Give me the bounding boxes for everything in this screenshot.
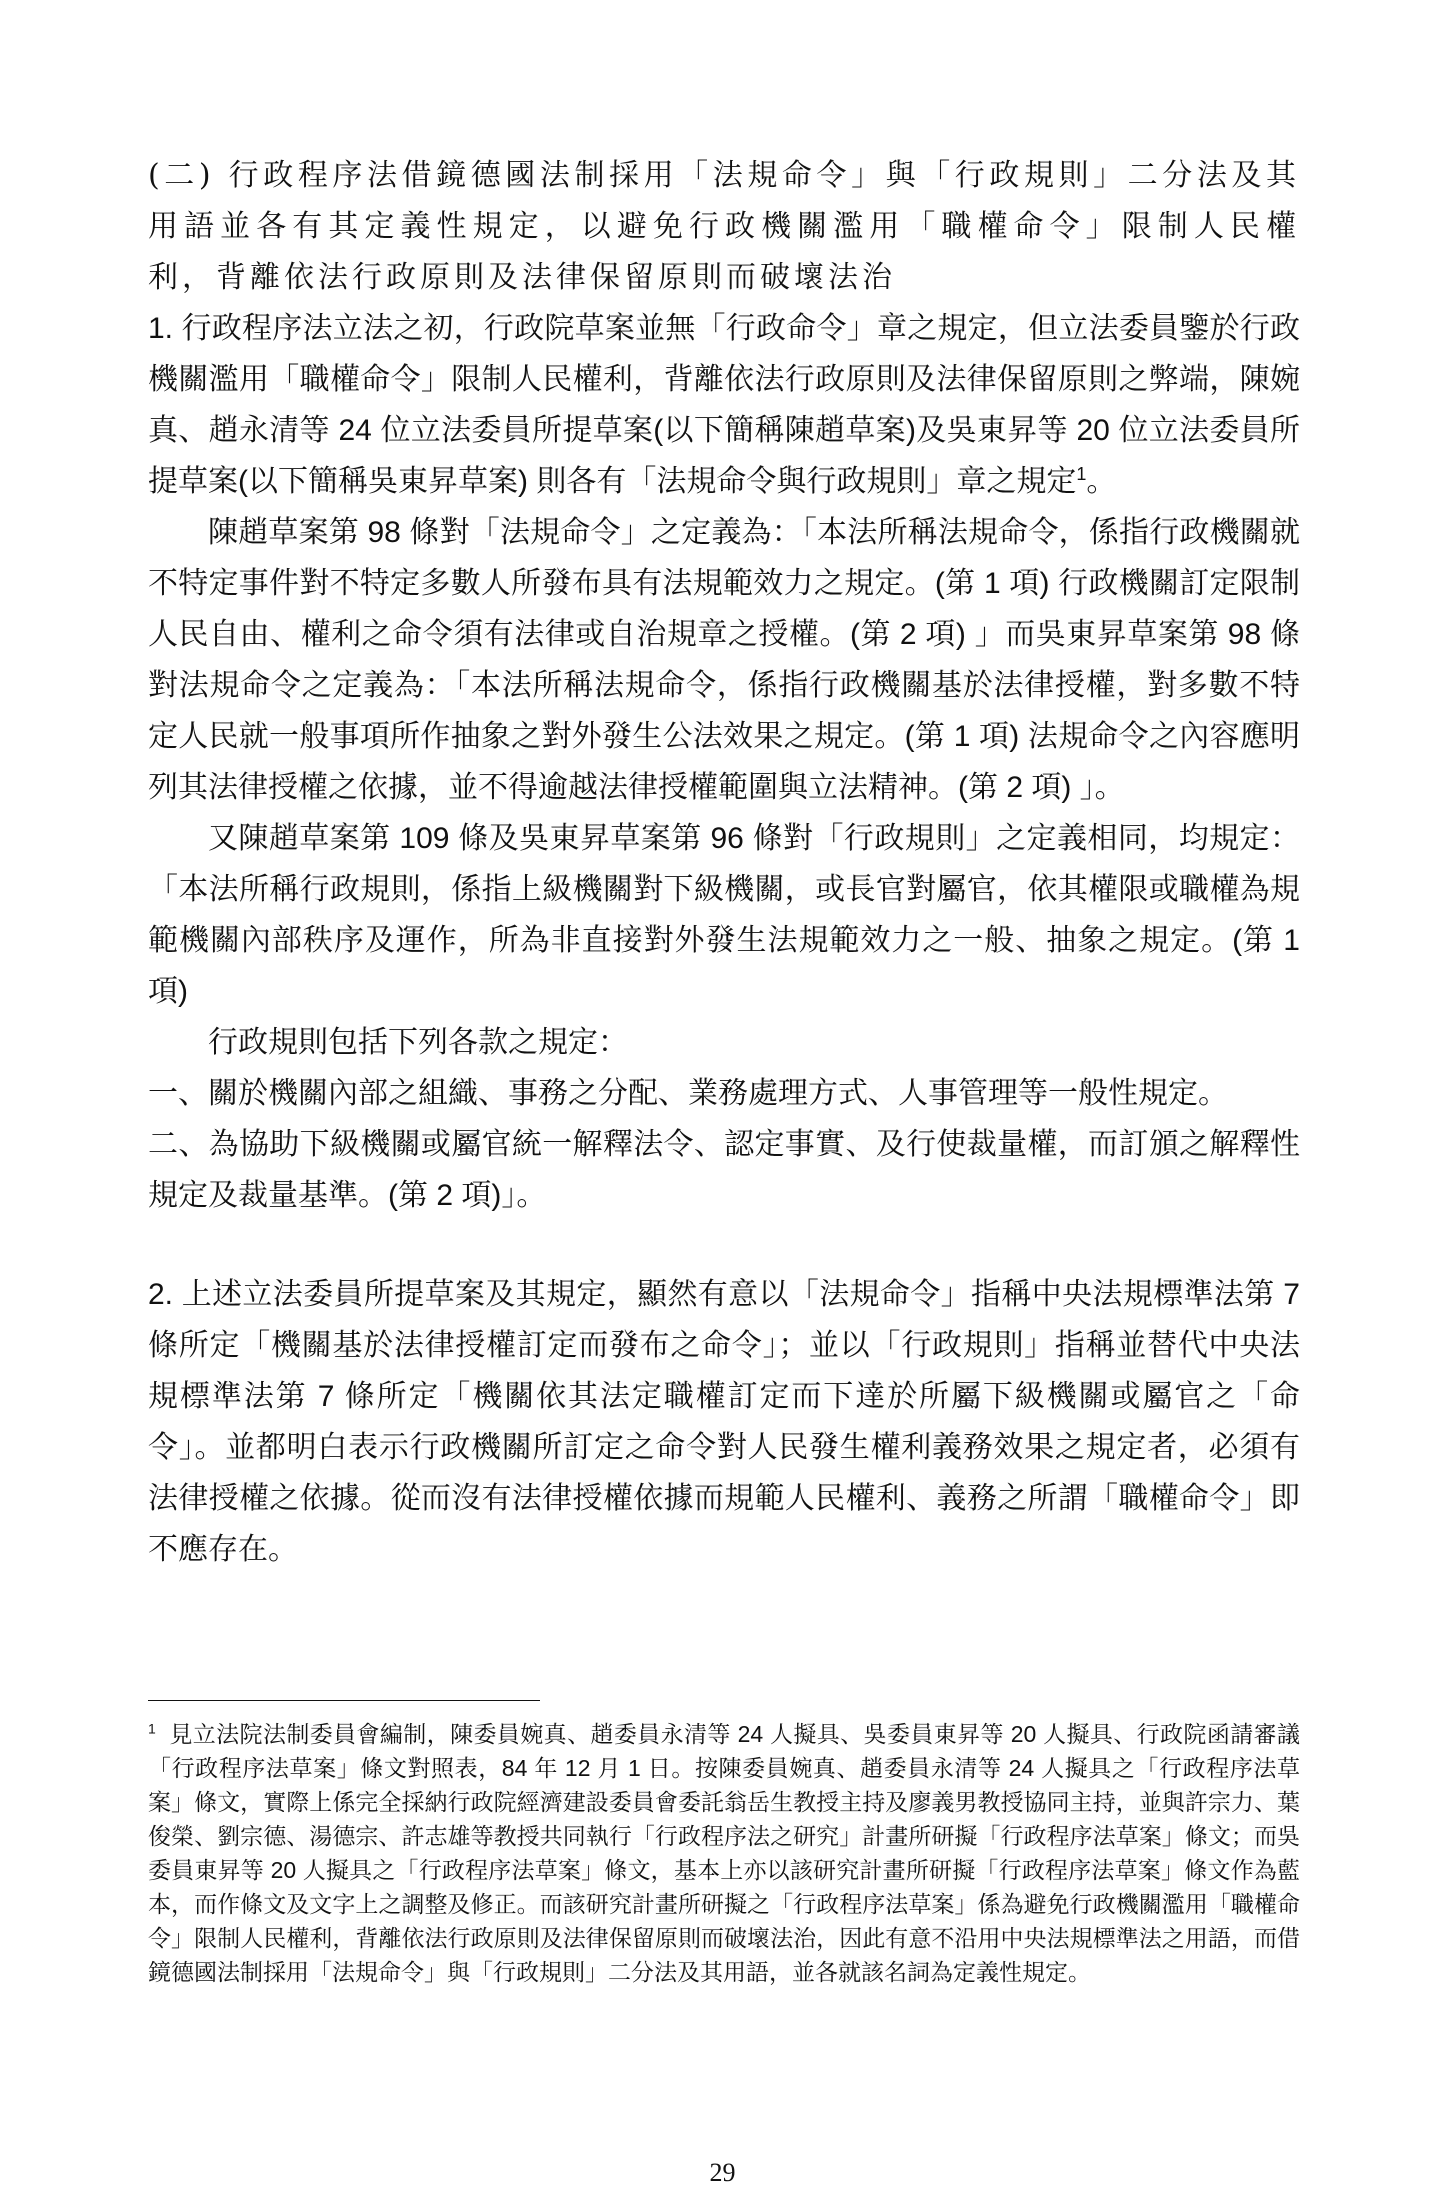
paragraph-2: 陳趙草案第 98 條對「法規命令」之定義為：「本法所稱法規命令，係指行政機關就不特定事件對不特定多數人所發布具有法規範效力之規定。(第 1 項) 行政機關訂定限制人民自由、權利之命令須有法律或自治規章之授權。(第 2 項) 」而吳東昇草案第 98 條對法規命令之定義為：「本法所稱法規命令，係指行政機關基於法律授權，對多數不特定人民就一般事項所作抽象之對外發生公法效果之規定。(第 1 項) 法規命令之內容應明列其法律授權之依據，並不得逾越法律授權範圍與立法精神。(第 2 項) 」。 [148, 516, 1300, 804]
list-item-1: 一、關於機關內部之組織、事務之分配、業務處理方式、人事管理等一般性規定。 [148, 1077, 1228, 1110]
footnote-marker: 1 [148, 1720, 156, 1737]
page-number: 29 [709, 2158, 736, 2187]
paragraph-1-text: 1. 行政程序法立法之初，行政院草案並無「行政命令」章之規定，但立法委員鑒於行政機關濫用「職權命令」限制人民權利，背離依法行政原則及法律保留原則之弊端，陳婉真、趙永清等 24 位立法委員所提草案(以下簡稱陳趙草案)及吳東昇等 20 位立法委員所提草案(以下簡稱吳東昇草案) 則各有「法規命令與行政規則」章之規定 [148, 312, 1300, 498]
paragraph-gap [148, 1221, 1300, 1269]
footnote-separator [148, 1700, 540, 1701]
footnote [148, 1717, 1300, 1989]
paragraph-5-part-b: 」指稱中央法規標準法第 7 條所定「機關基於法律授權訂定而發布之命令」；並以「 [148, 1278, 1300, 1362]
paragraph-3: 又陳趙草案第 109 條及吳東昇草案第 96 條對「行政規則」之定義相同，均規定：「本法所稱行政規則，係指上級機關對下級機關，或長官對屬官，依其權限或職權為規範機關內部秩序及運作，所為非直接對外發生法規範效力之一般、抽象之規定。(第 1 項) [148, 822, 1300, 1008]
footnote-reference[interactable]: 1 [1076, 464, 1087, 484]
section-heading: (二) 行政程序法借鏡德國法制採用「法規命令」與「行政規則」二分法及其用語並各有其定義性規定，以避免行政機關濫用「職權命令」限制人民權利，背離依法行政原則及法律保留原則而破壞法治 [148, 158, 1300, 295]
paragraph-5-part-a: 2. 上述立法委員所提草案及其規定，顯然有意以「 [148, 1278, 820, 1311]
paragraph-4: 行政規則包括下列各款之規定： [208, 1026, 628, 1059]
list-item-2: 二、為協助下級機關或屬官統一解釋法令、認定事實、及行使裁量權，而訂頒之解釋性規定及裁量基準。(第 2 項)」。 [148, 1128, 1300, 1212]
paragraph-5-part-c: 」指稱並替代中央法規標準法第 7 條所定「機關依其法定職權訂定而下達於所屬下級機關或屬官之「命令」。並都明白表示行政機關所訂定之命令對人民發生權利義務效果之規定者，必須有法律授權之依據。從而沒有法律授權依據而規範人民權利、義務之所謂「職權命令」即不應存在。 [148, 1329, 1301, 1566]
paragraph-1-end: 。 [1086, 465, 1117, 498]
footnote-text: 見立法院法制委員會編制，陳委員婉真、趙委員永清等 24 人擬具、吳委員東昇等 20 人擬具、行政院函請審議「行政程序法草案」條文對照表，84 年 12 月 1 日。按陳委員婉真、趙委員永清等 24 人擬具之「行政程序法草案」條文，實際上係完全採納行政院經濟建設委員會委託翁岳生教授主持及廖義男教授協同主持，並與許宗力、葉俊榮、劉宗德、湯德宗、許志雄等教授共同執行「行政程序法之研究」計畫所研擬「行政程序法草案」條文；而吳委員東昇等 20 人擬具之「行政程序法草案」條文，基本上亦以該研究計畫所研擬「行政程序法草案」條文作為藍本，而作條文及文字上之調整及修正。而該研究計畫所研擬之「行政程序法草案」係為避免行政機關濫用「職權命令」限制人民權利，背離依法行政原則及法律保留原則而破壞法治，因此有意不沿用中央法規標準法之用語，而借鏡德國法制採用「法規命令」與「行政規則」二分法及其用語，並各就該名詞為定義性規定。 [148, 1721, 1301, 1985]
term-regulatory-order: 法規命令 [819, 1277, 941, 1312]
paragraph-5 [148, 1269, 1300, 1575]
paragraph-1 [148, 303, 1300, 507]
body-text [148, 150, 1300, 1575]
term-administrative-rule: 行政規則 [901, 1328, 1025, 1363]
